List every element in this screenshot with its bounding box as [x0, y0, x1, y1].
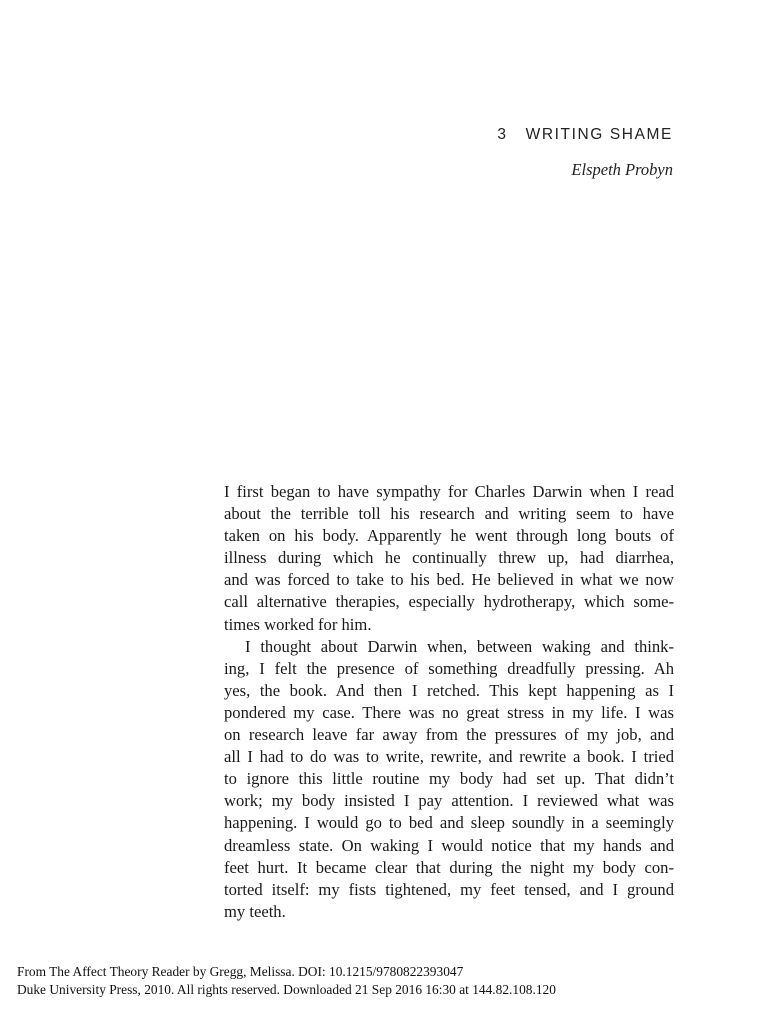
body-line: ing, I felt the presence of something dreadfully pressing. Ah	[224, 658, 674, 678]
body-line: torted itself: my fists tightened, my feet tensed, and I ground	[224, 879, 674, 899]
body-line: and was forced to take to his bed. He believed in what we now	[224, 570, 674, 590]
body-line: yes, the book. And then I retched. This kept happening as I	[224, 680, 674, 700]
body-line: on research leave far away from the pressures of my job, and	[224, 725, 674, 745]
body-line: happening. I would go to bed and sleep soundly in a seemingly	[224, 813, 674, 833]
body-line: I first began to have sympathy for Charles Darwin when I read	[224, 482, 674, 501]
download-footer	[17, 963, 556, 998]
body-line: feet hurt. It became clear that during the night my body con-	[224, 857, 674, 877]
chapter-number: 3	[497, 126, 508, 143]
body-line: taken on his body. Apparently he went through long bouts of	[224, 526, 674, 546]
body-text	[224, 481, 674, 923]
body-line: pondered my case. There was no great stress in my life. I was	[224, 702, 674, 722]
body-line: my teeth.	[224, 901, 286, 921]
body-line: times worked for him.	[224, 614, 372, 634]
body-line: work; my body insisted I pay attention. I reviewed what was	[224, 791, 674, 811]
chapter-heading	[497, 126, 673, 144]
body-line: about the terrible toll his research and writing seem to have	[224, 504, 674, 524]
body-line: I thought about Darwin when, between waking and think-	[245, 636, 674, 656]
body-line: call alternative therapies, especially hydrotherapy, which some-	[224, 592, 674, 612]
footer-citation-line: From The Affect Theory Reader by Gregg, Melissa. DOI: 10.1215/9780822393047	[17, 964, 464, 979]
footer-rights-line: Duke University Press, 2010. All rights reserved. Downloaded 21 Sep 2016 16:30 at 144.82.108.120	[17, 981, 556, 997]
body-line: to ignore this little routine my body had set up. That didn’t	[224, 769, 674, 789]
chapter-title: WRITING SHAME	[525, 126, 673, 143]
chapter-author: Elspeth Probyn	[571, 160, 673, 179]
body-line: dreamless state. On waking I would notice that my hands and	[224, 835, 674, 855]
body-line: illness during which he continually threw up, had diarrhea,	[224, 548, 674, 568]
body-line: all I had to do was to write, rewrite, and rewrite a book. I tried	[224, 747, 674, 767]
